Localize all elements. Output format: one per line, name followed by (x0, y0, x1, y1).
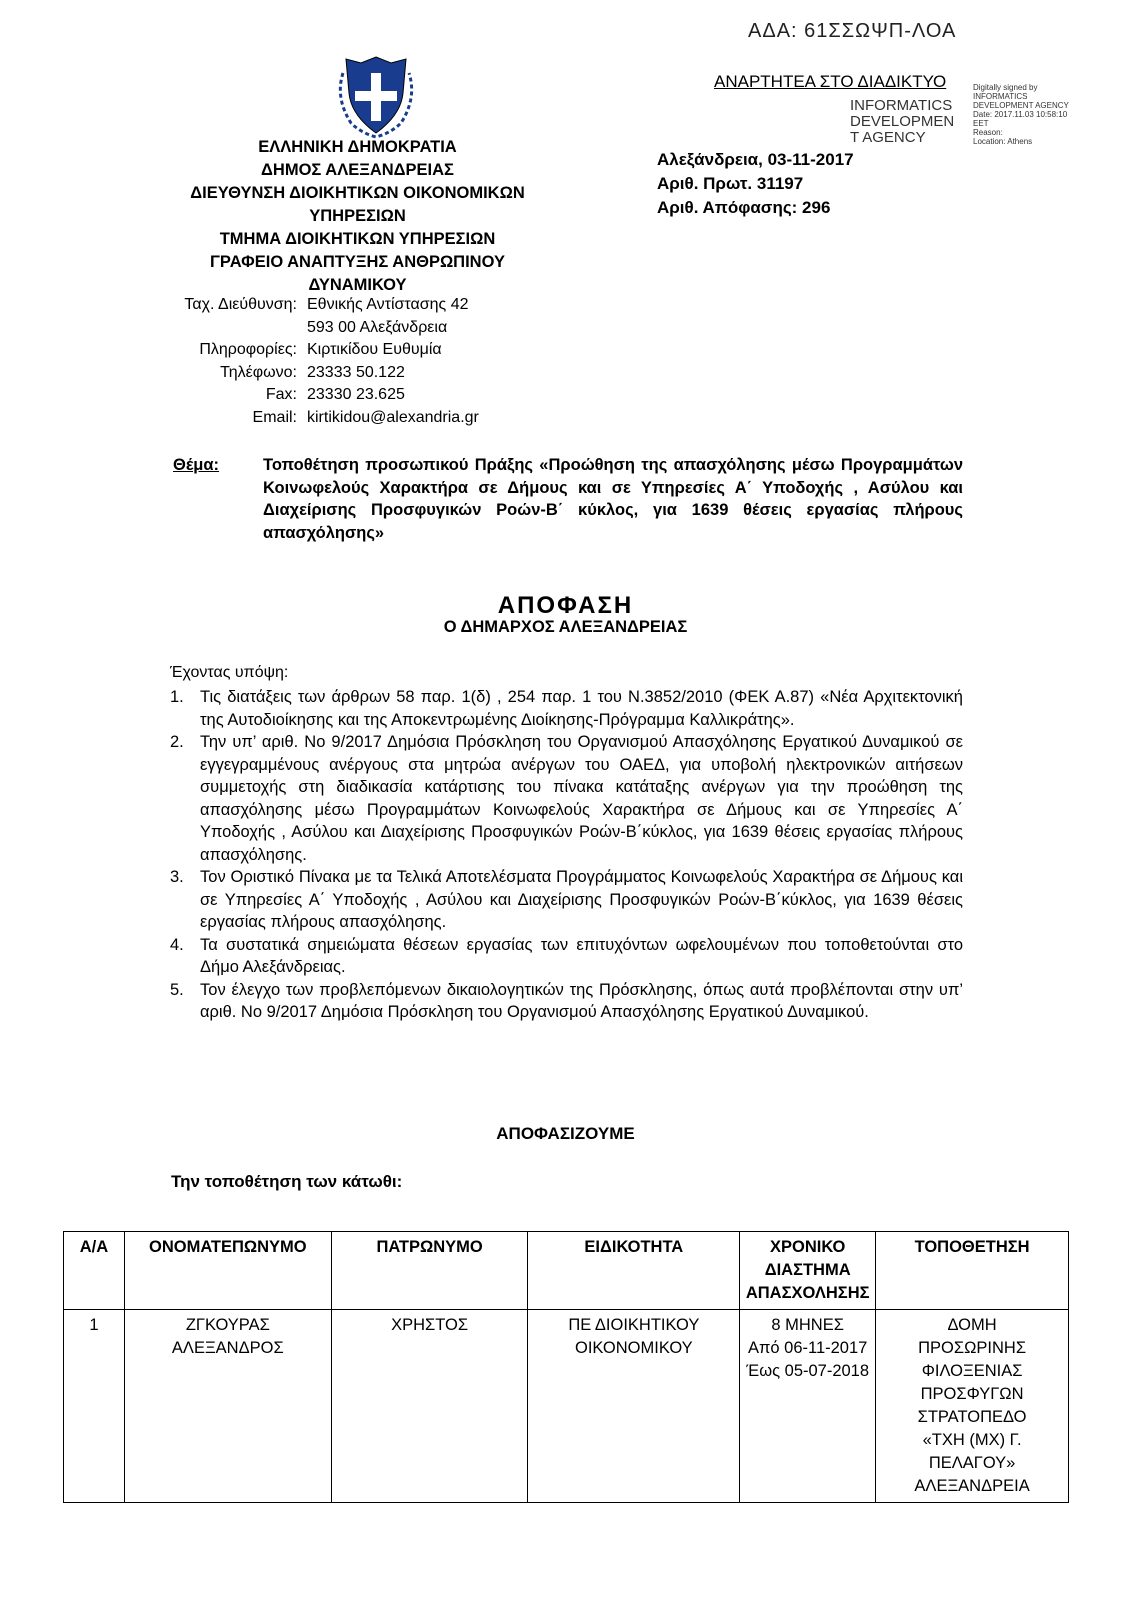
contact-row-fax (170, 384, 550, 407)
email-label: Email: (252, 408, 297, 426)
authority-header (170, 136, 545, 297)
placement-line: ΠΡΟΣΩΡΙΝΗΣ (918, 1339, 1027, 1357)
placement-intro: Την τοποθέτηση των κάτωθι: (171, 1172, 403, 1191)
greek-emblem-icon (331, 53, 421, 139)
contact-row-email (170, 407, 550, 430)
signature-overlay-line: DEVELOPMEN (850, 113, 955, 130)
address-line2: 593 00 Αλεξάνδρεια (307, 318, 448, 336)
period-header-line: ΧΡΟΝΙΚΟ (770, 1238, 846, 1256)
cell-specialty (528, 1310, 740, 1503)
period-header-line: ΑΠΑΣΧΟΛΗΣΗΣ (745, 1284, 870, 1302)
signature-detail-line: Date: 2017.11.03 10:58:10 (973, 110, 1068, 119)
item-text: Τον έλεγχο των προβλεπόμενων δικαιολογητικών της Πρόσκλησης, όπως αυτά προβλέπονται στην υπ’ αριθ. Νο 9/2017 Δημόσια Πρόσκληση του Οργανισμού Απασχόλησης Εργατικού Δυναμικού. (200, 980, 963, 1021)
col-header-specialty: ΕΙΔΙΚΟΤΗΤΑ (528, 1232, 740, 1310)
protocol-number: Αριθ. Πρωτ. 31197 (657, 174, 804, 193)
address-line1: Εθνικής Αντίστασης 42 (307, 296, 469, 313)
signature-overlay-line: INFORMATICS (850, 97, 953, 114)
period-header-line: ΔΙΑΣΤΗΜΑ (764, 1261, 851, 1279)
list-item (170, 731, 963, 866)
subject-label: Θέμα: (173, 456, 220, 474)
info-value: Κιρτικίδου Ευθυμία (307, 341, 442, 358)
placement-line: ΠΕΛΑΓΟΥ» (928, 1454, 1016, 1472)
phone-label: Τηλέφωνο: (220, 363, 297, 381)
signature-detail-line: EET (973, 119, 989, 128)
cell-placement (876, 1310, 1069, 1503)
item-text: Την υπ’ αριθ. Νο 9/2017 Δημόσια Πρόσκληση του Οργανισμού Απασχόλησης Εργατικού Δυναμικού σε εγγεγραμμένους ανέργους στα μητρώα ανέργων του ΟΑΕΔ, για υποβολή ηλεκτρονικών αιτήσεων συμμετοχής στη διαδικασία κατάρτισης του πίνακα κατάταξης ανέργων για την προώθηση της απασχόλησης μέσω Προγραμμάτων Κοινωφελούς Χαρακτήρα σε Δήμους και σε Υπηρεσίες Α΄ Υποδοχής , Ασύλου και Διαχείρισης Προσφυγικών Ροών-Β΄κύκλος, για 1639 θέσεις εργασίας πλήρους απασχόλησης. (200, 733, 963, 864)
specialty-line: ΟΙΚΟΝΟΜΙΚΟΥ (575, 1339, 693, 1357)
digital-signature-overlay (850, 98, 954, 146)
reference-info (657, 148, 854, 220)
item-number: 3. (170, 868, 184, 886)
signature-detail-line: DEVELOPMENT AGENCY (973, 101, 1069, 110)
name-line: ΑΛΕΞΑΝΔΡΟΣ (171, 1339, 284, 1357)
contact-row-address (170, 294, 550, 317)
header-line: ΓΡΑΦΕΙΟ ΑΝΑΠΤΥΞΗΣ ΑΝΘΡΩΠΙΝΟΥ ΔΥΝΑΜΙΚΟΥ (210, 253, 505, 294)
address-label: Ταχ. Διεύθυνση: (184, 296, 297, 313)
info-label: Πληροφορίες: (199, 341, 297, 358)
placement-line: ΑΛΕΞΑΝΔΡΕΙΑ (914, 1477, 1030, 1495)
considerations-list (170, 686, 963, 1024)
cell-period (740, 1310, 876, 1503)
specialty-line: ΠΕ ΔΙΟΙΚΗΤΙΚΟΥ (568, 1316, 700, 1334)
header-line: ΤΜΗΜΑ ΔΙΟΙΚΗΤΙΚΩΝ ΥΠΗΡΕΣΙΩΝ (219, 230, 496, 248)
cell-name (124, 1310, 331, 1503)
signature-detail-line: Location: Athens (973, 137, 1033, 146)
placement-line: ΠΡΟΣΦΥΓΩΝ (920, 1385, 1024, 1403)
post-online-label: ΑΝΑΡΤΗΤΕΑ ΣΤΟ ΔΙΑΔΙΚΤΥΟ (714, 72, 947, 91)
fax-label: Fax: (265, 386, 297, 403)
phone-value: 23333 50.122 (307, 363, 405, 381)
cell-aa: 1 (64, 1310, 125, 1503)
item-number: 5. (170, 980, 184, 999)
placement-line: ΦΙΛΟΞΕΝΙΑΣ (921, 1362, 1023, 1380)
placement-line: ΣΤΡΑΤΟΠΕΔΟ (917, 1408, 1027, 1426)
period-line: Από 06-11-2017 (748, 1339, 868, 1357)
placement-table (63, 1231, 1069, 1503)
contact-block (170, 294, 550, 429)
cell-father: ΧΡΗΣΤΟΣ (331, 1310, 528, 1503)
list-item (170, 934, 963, 979)
considering-label: Έχοντας υπόψη: (170, 664, 289, 681)
item-number: 4. (170, 935, 184, 954)
email-value: kirtikidou@alexandria.gr (307, 408, 479, 426)
item-number: 2. (170, 733, 184, 751)
signature-detail-line: Digitally signed by (973, 83, 1038, 92)
table-header-row (64, 1232, 1069, 1310)
subject-text: Τοποθέτηση προσωπικού Πράξης «Προώθηση της απασχόλησης μέσω Προγραμμάτων Κοινωφελούς Χαρακτήρα σε Δήμους και σε Υπηρεσίες Α΄ Υποδοχής , Ασύλου και Διαχείρισης Προσφυγικών Ροών-Β΄ κύκλος, για 1639 θέσεις εργασίας πλήρους απασχόλησης» (263, 456, 963, 542)
header-line: ΔΙΕΥΘΥΝΣΗ ΔΙΟΙΚΗΤΙΚΩΝ ΟΙΚΟΝΟΜΙΚΩΝ ΥΠΗΡΕΣΙΩΝ (190, 184, 525, 225)
decision-number: Αριθ. Απόφασης: 296 (657, 198, 831, 217)
col-header-father: ΠΑΤΡΩΝΥΜΟ (331, 1232, 528, 1310)
item-number: 1. (170, 688, 184, 706)
contact-row-address2 (170, 317, 550, 340)
digital-signature-details (973, 83, 1069, 146)
signature-overlay-line: T AGENCY (850, 129, 926, 146)
contact-row-info (170, 339, 550, 362)
col-header-name: ΟΝΟΜΑΤΕΠΩΝΥΜΟ (124, 1232, 331, 1310)
col-header-aa: Α/Α (64, 1232, 125, 1310)
period-line: 8 ΜΗΝΕΣ (771, 1316, 844, 1334)
period-line: Έως 05-07-2018 (746, 1362, 870, 1380)
subject-block (173, 454, 963, 544)
decision-title: ΑΠΟΦΑΣΗ (497, 592, 634, 619)
list-item (170, 979, 963, 1024)
signature-detail-line: INFORMATICS (973, 92, 1028, 101)
item-text: Τα συστατικά σημειώματα θέσεων εργασίας των επιτυχόντων ωφελουμένων που τοποθετούνται στο Δήμο Αλεξάνδρειας. (200, 935, 963, 976)
table-row (64, 1310, 1069, 1503)
header-line: ΔΗΜΟΣ ΑΛΕΞΑΝΔΡΕΙΑΣ (261, 161, 454, 179)
signature-detail-line: Reason: (973, 128, 1003, 137)
fax-value: 23330 23.625 (307, 386, 405, 403)
list-item (170, 686, 963, 731)
decide-heading: ΑΠΟΦΑΣΙΖΟΥΜΕ (496, 1124, 635, 1143)
item-text: Τις διατάξεις των άρθρων 58 παρ. 1(δ) , 254 παρ. 1 του Ν.3852/2010 (ΦΕΚ Α.87) «Νέα Αρχιτεκτονική της Αυτοδιοίκησης και της Αποκεντρωμένης Διοίκησης-Πρόγραμμα Καλλικράτης». (200, 688, 963, 729)
item-text: Τον Οριστικό Πίνακα με τα Τελικά Αποτελέσματα Προγράμματος Κοινωφελούς Χαρακτήρα σε Δήμους και σε Υπηρεσίες Α΄ Υποδοχής , Ασύλου και Διαχείρισης Προσφυγικών Ροών-Β΄κύκλος, για 1639 θέσεις εργασίας πλήρους απασχόλησης. (200, 868, 963, 931)
name-line: ΖΓΚΟΥΡΑΣ (185, 1316, 270, 1334)
document-date: Αλεξάνδρεια, 03-11-2017 (657, 150, 854, 169)
ada-code: ΑΔΑ: 61ΣΣΩΨΠ-ΛΟΑ (748, 20, 957, 42)
col-header-placement: ΤΟΠΟΘΕΤΗΣΗ (876, 1232, 1069, 1310)
placement-line: «ΤΧΗ (ΜΧ) Γ. (922, 1431, 1022, 1449)
col-header-period (740, 1232, 876, 1310)
mayor-heading: Ο ΔΗΜΑΡΧΟΣ ΑΛΕΞΑΝΔΡΕΙΑΣ (443, 618, 688, 636)
placement-line: ΔΟΜΗ (947, 1316, 997, 1334)
header-line: ΕΛΛΗΝΙΚΗ ΔΗΜΟΚΡΑΤΙΑ (258, 138, 457, 156)
contact-row-phone (170, 362, 550, 385)
list-item (170, 866, 963, 934)
